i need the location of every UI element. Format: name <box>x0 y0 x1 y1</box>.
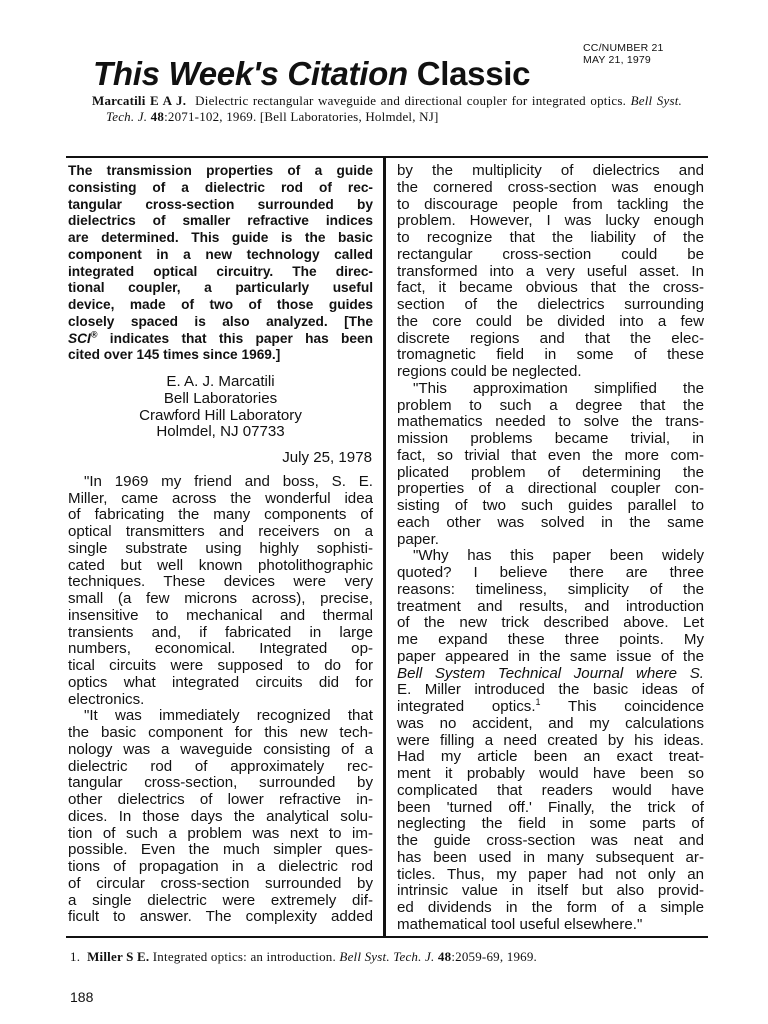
body-line: problem to such a degree that the <box>397 396 704 414</box>
letter-date: July 25, 1978 <box>282 449 372 466</box>
abstract <box>68 163 373 364</box>
bottom-rule <box>66 936 708 938</box>
body-line: problem. However, I was lucky enough <box>397 212 704 230</box>
body-line: me expand these three points. My <box>397 631 704 648</box>
left-body <box>68 474 373 926</box>
body-line: single substrate using highly sophisti- <box>68 539 373 557</box>
body-line: dices. In those days the analytical solu- <box>68 807 373 825</box>
issue-info <box>583 42 664 66</box>
citation-title: Dielectric rectangular waveguide and directional coupler for integrated optics. <box>195 93 627 108</box>
abstract-line: integrated optical circuitry. The direc- <box>68 263 373 279</box>
citation-journal: Bell Syst. Tech. J. <box>106 93 682 125</box>
body-line: were filling a need created by his ideas. <box>397 731 704 749</box>
body-line: electronics. <box>68 690 145 708</box>
body-line: tions of propagation in a dielectric rod <box>68 858 373 875</box>
issue-date: MAY 21, 1979 <box>583 54 651 66</box>
abstract-line: The transmission properties of a guide <box>68 163 373 178</box>
citation-pages: :2071-102, 1969. [Bell Laboratories, Holmdel, NJ] <box>164 109 439 125</box>
body-line: discrete regions and that the elec- <box>397 329 704 347</box>
abstract-line: device, made of two of those guides <box>68 297 373 312</box>
citation-reference <box>92 93 682 126</box>
body-line: mathematics needed to solve the trans- <box>397 413 704 431</box>
body-line: numbers, economical. Integrated op- <box>68 640 373 658</box>
page-title <box>93 55 530 93</box>
body-line: neglecting the field in some parts of <box>397 815 704 833</box>
body-line: insensitive to mechanical and thermal <box>68 606 373 624</box>
body-line: plicated problem of determining the <box>397 463 704 481</box>
body-line: been 'turned off.' Finally, the trick of <box>397 798 704 816</box>
body-line: ticles. Thus, my paper had not only an <box>397 865 704 883</box>
body-line: mathematical tool useful elsewhere." <box>397 915 643 933</box>
body-line: quoted? I believe there are three <box>397 564 704 581</box>
abstract-line: SCI® indicates that this paper has been <box>68 328 373 346</box>
body-line: the guide cross-section was neat and <box>397 832 704 849</box>
body-line: was no accident, and my calculations <box>397 714 704 732</box>
body-line: intrinsic value in itself but also provid- <box>397 882 704 900</box>
author-lab: Crawford Hill Laboratory <box>139 406 302 424</box>
author-address: Holmdel, NJ 07733 <box>156 423 285 441</box>
body-line: section of the dielectrics surrounding <box>397 296 704 313</box>
footnote-authors: Miller S E. <box>87 949 150 964</box>
body-line: E. Miller introduced the basic ideas of <box>397 681 704 699</box>
body-line: by the multiplicity of dielectrics and <box>397 162 704 179</box>
body-line: possible. Even the much simpler ques- <box>68 841 373 859</box>
body-line: treatment and results, and introduction <box>397 597 704 615</box>
body-line: properties of a directional coupler con- <box>397 480 704 498</box>
body-line: tangular cross-section, surrounded by <box>68 774 373 792</box>
footnote-volume: 48 <box>437 949 452 964</box>
body-line: Had my article been an exact treat- <box>397 748 704 766</box>
footnote-journal: Bell Syst. Tech. J. <box>339 949 435 964</box>
body-line: Miller, came across the wonderful idea <box>68 489 373 507</box>
body-line: cated but well known photolithographic <box>68 556 373 574</box>
body-line: sisting of two such guides parallel to <box>397 497 704 514</box>
body-line: transients and, if fabricated in large <box>68 623 373 641</box>
body-line: rectangular cross-section could be <box>397 245 704 263</box>
abstract-line: tangular cross-section surrounded by <box>68 196 373 212</box>
body-line: the basic component for this new tech- <box>68 724 373 741</box>
abstract-line: cited over 145 times since 1969.] <box>68 347 281 363</box>
body-line: "In 1969 my friend and boss, S. E. <box>84 472 373 490</box>
column-divider <box>383 157 386 936</box>
body-line: each other was solved in the same <box>397 513 704 531</box>
body-line: dielectric rod of approximately rec- <box>68 757 373 775</box>
citation-volume: 48 <box>150 109 165 125</box>
body-line: complicated that readers would have <box>397 781 704 799</box>
body-line: fact, it became obvious that the cross- <box>397 279 704 297</box>
body-line: optics what integrated circuits did for <box>68 673 373 691</box>
body-line: "Why has this paper been widely <box>413 547 704 565</box>
body-line: tromagnetic field in some of these <box>397 346 704 364</box>
author-org: Bell Laboratories <box>163 389 278 407</box>
title-regular: Classic <box>416 55 531 92</box>
abstract-line: component in a new technology called <box>68 246 373 262</box>
abstract-line: dielectrics of smaller refractive indices <box>68 213 373 229</box>
top-rule <box>66 156 708 158</box>
body-line: of the new trick described above. Let <box>397 614 704 632</box>
body-line: integrated optics.$^1$ This coincidence <box>397 696 704 715</box>
body-line: to discourage people from tackling the <box>397 195 704 213</box>
body-line: "It was immediately recognized that <box>84 707 373 725</box>
body-line: a single dielectric were extremely dif- <box>68 891 373 909</box>
author-name: E. A. J. Marcatili <box>166 373 275 390</box>
body-line: to recognize that the liability of the <box>397 229 704 246</box>
abstract-line: tional coupler, a particularly useful <box>68 280 373 296</box>
abstract-line: closely spaced is also analyzed. [The <box>68 313 373 329</box>
title-italic: This Week's Citation <box>93 55 408 92</box>
body-line: of fabricating the many components of <box>68 506 373 524</box>
author-block <box>68 374 373 441</box>
abstract-line: consisting of a dielectric rod of rec- <box>68 179 373 195</box>
citation-authors: Marcatili E A J. <box>92 93 187 108</box>
body-line: techniques. These devices were very <box>68 573 373 591</box>
footnote-title: Integrated optics: an introduction. <box>152 949 336 964</box>
body-line: of circular cross-section surrounded by <box>68 874 373 892</box>
right-column <box>397 163 704 934</box>
footnote-pages: :2059-69, 1969. <box>451 949 538 964</box>
body-line: ed dividends in the form of a simple <box>397 899 704 916</box>
cc-number: CC/NUMBER 21 <box>583 42 664 54</box>
body-line: paper. <box>397 530 439 548</box>
left-column <box>68 163 373 926</box>
page-number: 188 <box>70 989 94 1005</box>
body-line: has been used in many subsequent ar- <box>397 848 704 866</box>
footnote <box>70 949 537 965</box>
body-line: ment it probably would have been so <box>397 765 704 782</box>
body-line: "This approximation simplified the <box>413 379 704 397</box>
body-line: the cornered cross-section was enough <box>397 178 704 196</box>
body-line: other dielectrics of lower refractive in- <box>68 791 373 808</box>
body-line: paper appeared in the same issue of the <box>397 647 704 665</box>
body-line: nology was a waveguide consisting of a <box>68 740 373 758</box>
body-line: the core could be divided into a few <box>397 312 704 330</box>
body-line: tion of such a problem was next to im- <box>68 824 373 842</box>
body-line: regions could be neglected. <box>397 363 582 380</box>
abstract-line: are determined. This guide is the basic <box>68 230 373 245</box>
body-line: tical circuits were supposed to do for <box>68 657 373 674</box>
body-line: Bell System Technical Journal where S. <box>397 664 704 682</box>
body-line: small (a few microns across), precise, <box>68 590 373 607</box>
body-line: reasons: timeliness, simplicity of the <box>397 580 704 598</box>
body-line: transformed into a very useful asset. In <box>397 262 704 280</box>
body-line: optical transmitters and receivers on a <box>68 523 373 540</box>
body-line: mission problems became trivial, in <box>397 430 704 447</box>
footnote-number: 1. <box>70 949 81 964</box>
body-line: ficult to answer. The complexity added <box>68 908 373 926</box>
body-line: fact, so trivial that even the more com- <box>397 446 704 464</box>
